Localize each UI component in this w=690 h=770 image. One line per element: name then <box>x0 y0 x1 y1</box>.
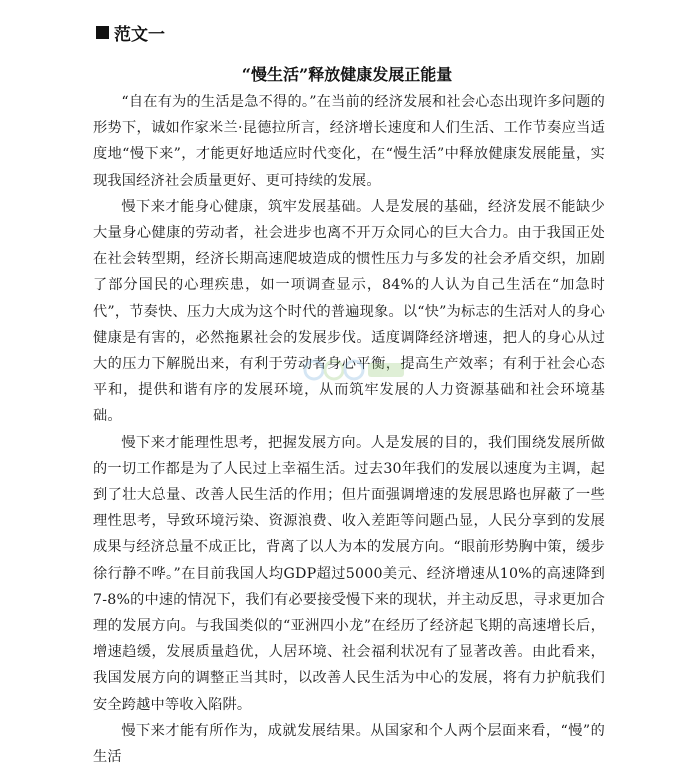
paragraph: 慢下来才能理性思考，把握发展方向。人是发展的目的，我们围绕发展所做的一切工作都是为了人民过上幸福生活。过去30年我们的发展以速度为主调，起到了壮大总量、改善人民生活的作用；但片面强调增速的发展思路也屏蔽了一些理性思考，导致环境污染、资源浪费、收入差距等问题凸显，人民分享到的发展成果与经济总量不成正比，背离了以人为本的发展方向。“眼前形势胸中策，缓步徐行静不哗。”在目前我国人均GDP超过5000美元、经济增速从10%的高速降到7-8%的中速的情况下，我们有必要接受慢下来的现状，并主动反思，寻求更加合理的发展方向。与我国类似的“亚洲四小龙”在经历了经济起飞期的高速增长后，增速趋缓，发展质量趋优，人居环境、社会福利状况有了显著改善。由此看来，我国发展方向的调整正当其时，以改善人民生活为中心的发展，将有力护航我们安全跨越中等收入陷阱。 <box>93 434 605 713</box>
essay-body <box>93 89 605 770</box>
paragraph: 慢下来才能有所作为，成就发展结果。从国家和个人两个层面来看，“慢”的生活 <box>93 722 605 766</box>
square-bullet-icon <box>96 26 109 39</box>
section-heading-text: 范文一 <box>114 25 165 45</box>
section-heading <box>96 20 165 45</box>
essay-title: “慢生活”释放健康发展正能量 <box>241 65 453 84</box>
paragraph: “自在有为的生活是急不得的。”在当前的经济发展和社会心态出现许多问题的形势下，诚如作家米兰·昆德拉所言，经济增长速度和人们生活、工作节奏应当适度地“慢下来”，才能更好地适应时代变化，在“慢生活”中释放健康发展能量，实现我国经济社会质量更好、更可持续的发展。 <box>93 94 605 189</box>
paragraph: 慢下来才能身心健康，筑牢发展基础。人是发展的基础，经济发展不能缺少大量身心健康的劳动者，社会进步也离不开万众同心的巨大合力。由于我国正处在社会转型期，经济长期高速爬坡造成的惯性压力与多发的社会矛盾交织，加剧了部分国民的心理疾患，如一项调查显示，84%的人认为自己生活在“加急时代”，节奏快、压力大成为这个时代的普遍现象。以“快”为标志的生活对人的身心健康是有害的，必然拖累社会的发展步伐。适度调降经济增速，把人的身心从过大的压力下解脱出来，有利于劳动者身心平衡，提高生产效率；有利于社会心态平和，提供和谐有序的发展环境，从而筑牢发展的人力资源基础和社会环境基础。 <box>93 198 605 425</box>
